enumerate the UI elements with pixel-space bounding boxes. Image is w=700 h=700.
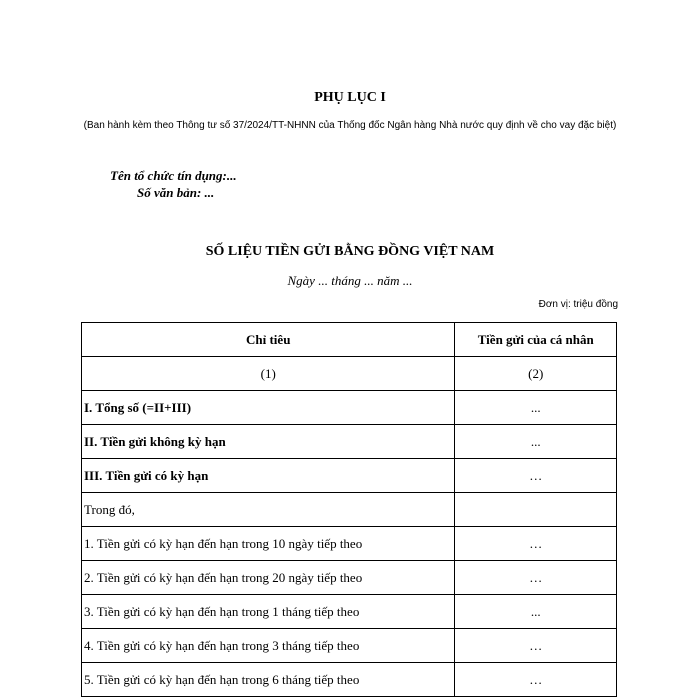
report-title: SỐ LIỆU TIỀN GỬI BẰNG ĐỒNG VIỆT NAM	[205, 244, 495, 259]
row-value: …	[455, 663, 617, 697]
row-value: …	[455, 629, 617, 663]
row-value: …	[455, 561, 617, 595]
row-label: II. Tiền gửi không kỳ hạn	[82, 425, 455, 459]
row-value: ...	[455, 425, 617, 459]
table-row	[82, 425, 617, 459]
table-row	[82, 595, 617, 629]
column-number-2: (2)	[455, 357, 617, 391]
table-row	[82, 561, 617, 595]
header-individual-deposits: Tiền gửi của cá nhân	[455, 323, 617, 357]
table-row	[82, 459, 617, 493]
organization-name-line: Tên tổ chức tín dụng:...	[110, 168, 237, 183]
row-label: 2. Tiền gửi có kỳ hạn đến hạn trong 20 ngày tiếp theo	[82, 561, 455, 595]
document-number-line: Số văn bản: ...	[137, 185, 215, 200]
row-label: 3. Tiền gửi có kỳ hạn đến hạn trong 1 tháng tiếp theo	[82, 595, 455, 629]
table-row	[82, 391, 617, 425]
header-indicator: Chỉ tiêu	[82, 323, 455, 357]
table-row	[82, 527, 617, 561]
deposit-table	[81, 322, 617, 697]
row-value	[455, 493, 617, 527]
row-label: Trong đó,	[82, 493, 455, 527]
row-label: 5. Tiền gửi có kỳ hạn đến hạn trong 6 tháng tiếp theo	[82, 663, 455, 697]
column-number-1: (1)	[82, 357, 455, 391]
unit-label: Đơn vị: triệu đồng	[538, 299, 618, 310]
row-label: 1. Tiền gửi có kỳ hạn đến hạn trong 10 ngày tiếp theo	[82, 527, 455, 561]
table-header-row	[82, 323, 617, 357]
row-label: 4. Tiền gửi có kỳ hạn đến hạn trong 3 tháng tiếp theo	[82, 629, 455, 663]
column-number-row	[82, 357, 617, 391]
appendix-note: (Ban hành kèm theo Thông tư số 37/2024/TT-NHNN của Thống đốc Ngân hàng Nhà nước quy định về cho vay đặc biệt)	[83, 120, 617, 131]
row-value: …	[455, 527, 617, 561]
row-value: …	[455, 459, 617, 493]
row-label: III. Tiền gửi có kỳ hạn	[82, 459, 455, 493]
row-value: ...	[455, 391, 617, 425]
table-row	[82, 493, 617, 527]
appendix-title: PHỤ LỤC I	[314, 90, 386, 105]
report-date-line: Ngày ... tháng ... năm ...	[287, 273, 413, 288]
row-value: ...	[455, 595, 617, 629]
table-row	[82, 663, 617, 697]
row-label: I. Tổng số (=II+III)	[82, 391, 455, 425]
table-row	[82, 629, 617, 663]
